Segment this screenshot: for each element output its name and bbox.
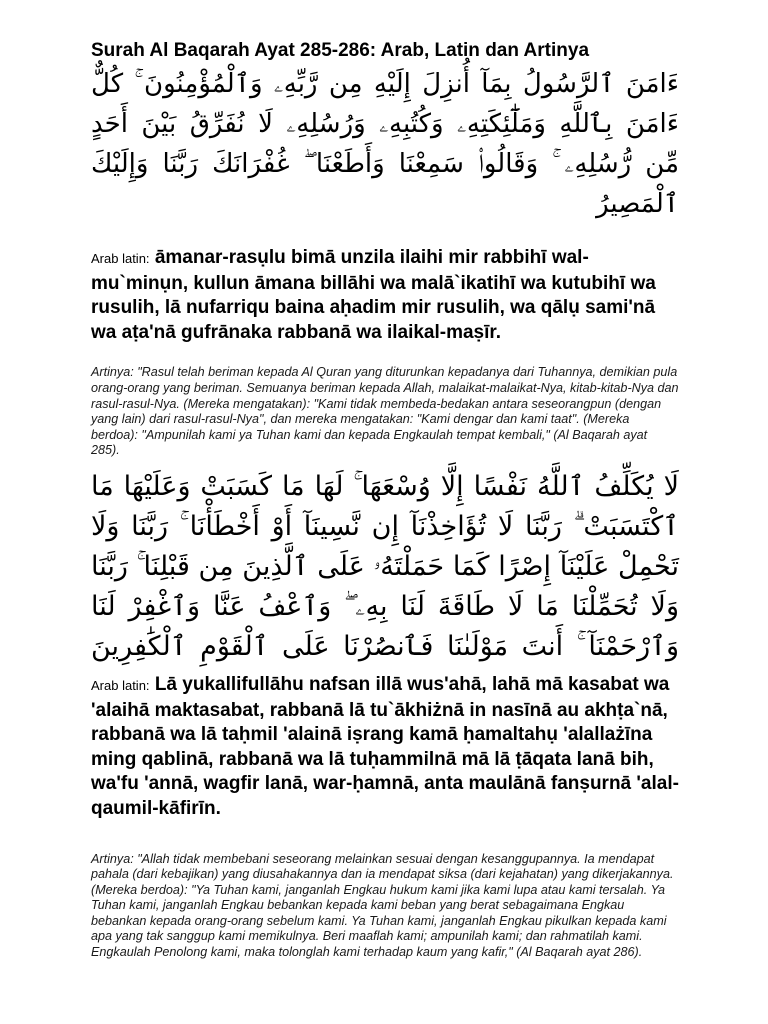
latin-text: āmanar-rasụlu bimā unzila ilaihi mir rabbihī wal-mu`minụn, kullun āmana billāhi wa malā`ikatihī wa kutubihī wa rusulih, lā nufarriqu baina aḥadim mir rusulih, wa qālụ sami'nā wa aṭa'nā gufrānaka rabbanā wa ilaikal-maṣīr <box>91 247 656 343</box>
arabic-text-ayat-286: لَا يُكَلِّفُ ٱللَّهُ نَفْسًا إِلَّا وُسْعَهَا ۚ لَهَا مَا كَسَبَتْ وَعَلَيْهَا مَا ٱكْتَسَبَتْ ۗ رَبَّنَا لَا تُؤَاخِذْنَآ إِن نَّسِينَآ أَوْ أَخْطَأْنَا ۚ رَبَّنَا وَلَا تَحْمِلْ عَلَيْنَآ إِصْرًا كَمَا حَمَلْتَهُۥ عَلَى ٱلَّذِينَ مِن قَبْلِنَا ۚ رَبَّنَا وَلَا تُحَمِّلْنَا مَا لَا طَاقَةَ لَنَا بِهِۦ ۖ وَٱعْفُ عَنَّا وَٱغْفِرْ لَنَا وَٱرْحَمْنَآ ۚ أَنتَ مَوْلَىٰنَا فَٱنصُرْنَا عَلَى ٱلْقَوْمِ ٱلْكَٰفِرِينَ <box>91 470 679 662</box>
latin-text: Lā yukallifullāhu nafsan illā wus'ahā, lahā mā kasabat wa 'alaihā maktasabat, rabbanā lā tu`ākhiżnā in nasīnā au akhṭa`nā, rabbanā wa lā taḥmil 'alainā iṣrang kamā ḥamaltahụ 'alallażīna ming qablinā, rabbanā wa lā tuḥammilnā mā lā ṭāqata lanā bih, wa'fu 'annā, wagfir lanā, war-ḥamnā, anta maulānā fanṣurnā 'alal-qaumil-kāfirīn. <box>91 673 679 819</box>
page-title: Surah Al Baqarah Ayat 285-286: Arab, Latin dan Artinya <box>91 40 590 61</box>
latin-transliteration-ayat-285 <box>91 246 679 345</box>
translation-ayat-286: Artinya: "Allah tidak membebani seseorang melainkan sesuai dengan kesanggupannya. Ia mendapat pahala (dari kebajikan) yang diusahakannya dan ia mendapat siksa (dari kejahatan) yang dikerjakannya. (Mereka berdoa): "Ya Tuhan kami, janganlah Engkau hukum kami jika kami lupa atau kami tersalah. Ya Tuhan kami, janganlah Engkau bebankan kepada kami beban yang berat sebagaimana Engkau bebankan kepada orang-orang sebelum kami. Ya Tuhan kami, janganlah Engkau pikulkan kepada kami apa yang tak sanggup kami memikulnya. Beri maaflah kami; ampunilah kami; dan rahmatilah kami. Engkaulah Penolong kami, maka tolonglah kami terhadap kaum yang kafir," (Al Baqarah ayat 286). <box>91 851 674 960</box>
translation-ayat-285: Artinya: "Rasul telah beriman kepada Al Quran yang diturunkan kepadanya dari Tuhannya, demikian pula orang-orang yang beriman. Semuanya beriman kepada Allah, malaikat-malaikat-Nya, kitab-kitab-Nya dan rasul-rasul-Nya. (Mereka mengatakan): "Kami tidak membeda-bedakan antara seseorangpun (dengan yang lain) dari rasul-rasul-Nya", dan mereka mengatakan: "Kami dengar dan kami taat". (Mereka berdoa): "Ampunilah kami ya Tuhan kami dan kepada Engkaulah tempat kembali," (Al Baqarah ayat 285). <box>91 365 679 458</box>
article <box>91 40 679 961</box>
arabic-text-ayat-285: ءَامَنَ ٱلرَّسُولُ بِمَآ أُنزِلَ إِلَيْهِ مِن رَّبِّهِۦ وَٱلْمُؤْمِنُونَ ۚ كُلٌّ ءَامَنَ بِٱللَّهِ وَمَلَٰٓئِكَتِهِۦ وَكُتُبِهِۦ وَرُسُلِهِۦ لَا نُفَرِّقُ بَيْنَ أَحَدٍ مِّن رُّسُلِهِۦ ۚ وَقَالُوا۟ سَمِعْنَا وَأَطَعْنَا ۖ غُفْرَانَكَ رَبَّنَا وَإِلَيْكَ ٱلْمَصِيرُ <box>91 69 679 219</box>
latin-end-punct: . <box>495 321 502 343</box>
arab-latin-label: Arab latin: <box>91 677 150 693</box>
arab-latin-label: Arab latin: <box>91 251 150 266</box>
latin-transliteration-ayat-286 <box>91 673 679 822</box>
